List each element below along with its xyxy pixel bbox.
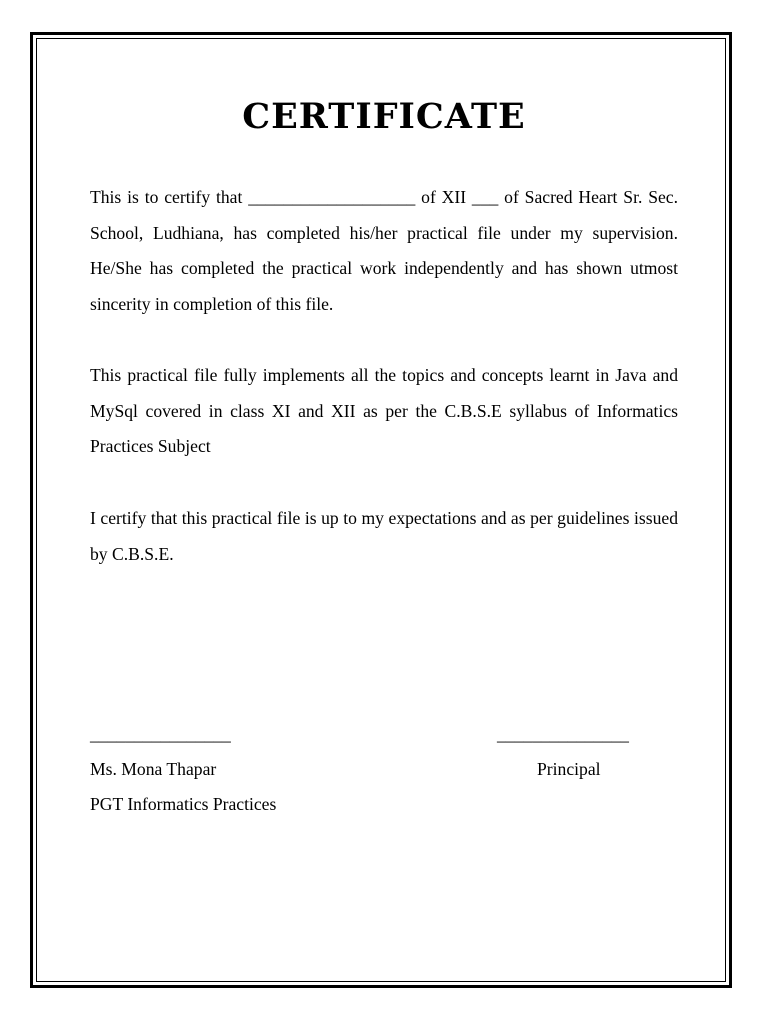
principal-label: Principal <box>537 759 601 779</box>
paragraph-practical-scope: This practical file fully implements all the topics and concepts learnt in Java and MySql covered in class XI and XII as per the C.B.S.E syllabus of Informatics Practices Subject <box>90 365 678 456</box>
teacher-signature-line: ________________ <box>90 724 231 744</box>
teacher-designation: PGT Informatics Practices <box>90 794 277 814</box>
paragraph-teacher-certification: I certify that this practical file is up to my expectations and as per guidelines issued by C.B.S.E. <box>90 508 678 564</box>
paragraph-certify-student: This is to certify that ___________________ of XII ___ of Sacred Heart Sr. Sec. School, Ludhiana, has completed his/her practical file under my supervision. He/She has completed the practical work independently and has shown utmost sincerity in completion of this file. <box>90 187 678 314</box>
certificate-title: CERTIFICATE <box>242 96 526 137</box>
teacher-name: Ms. Mona Thapar <box>90 759 217 779</box>
principal-signature-line: _______________ <box>497 724 629 744</box>
